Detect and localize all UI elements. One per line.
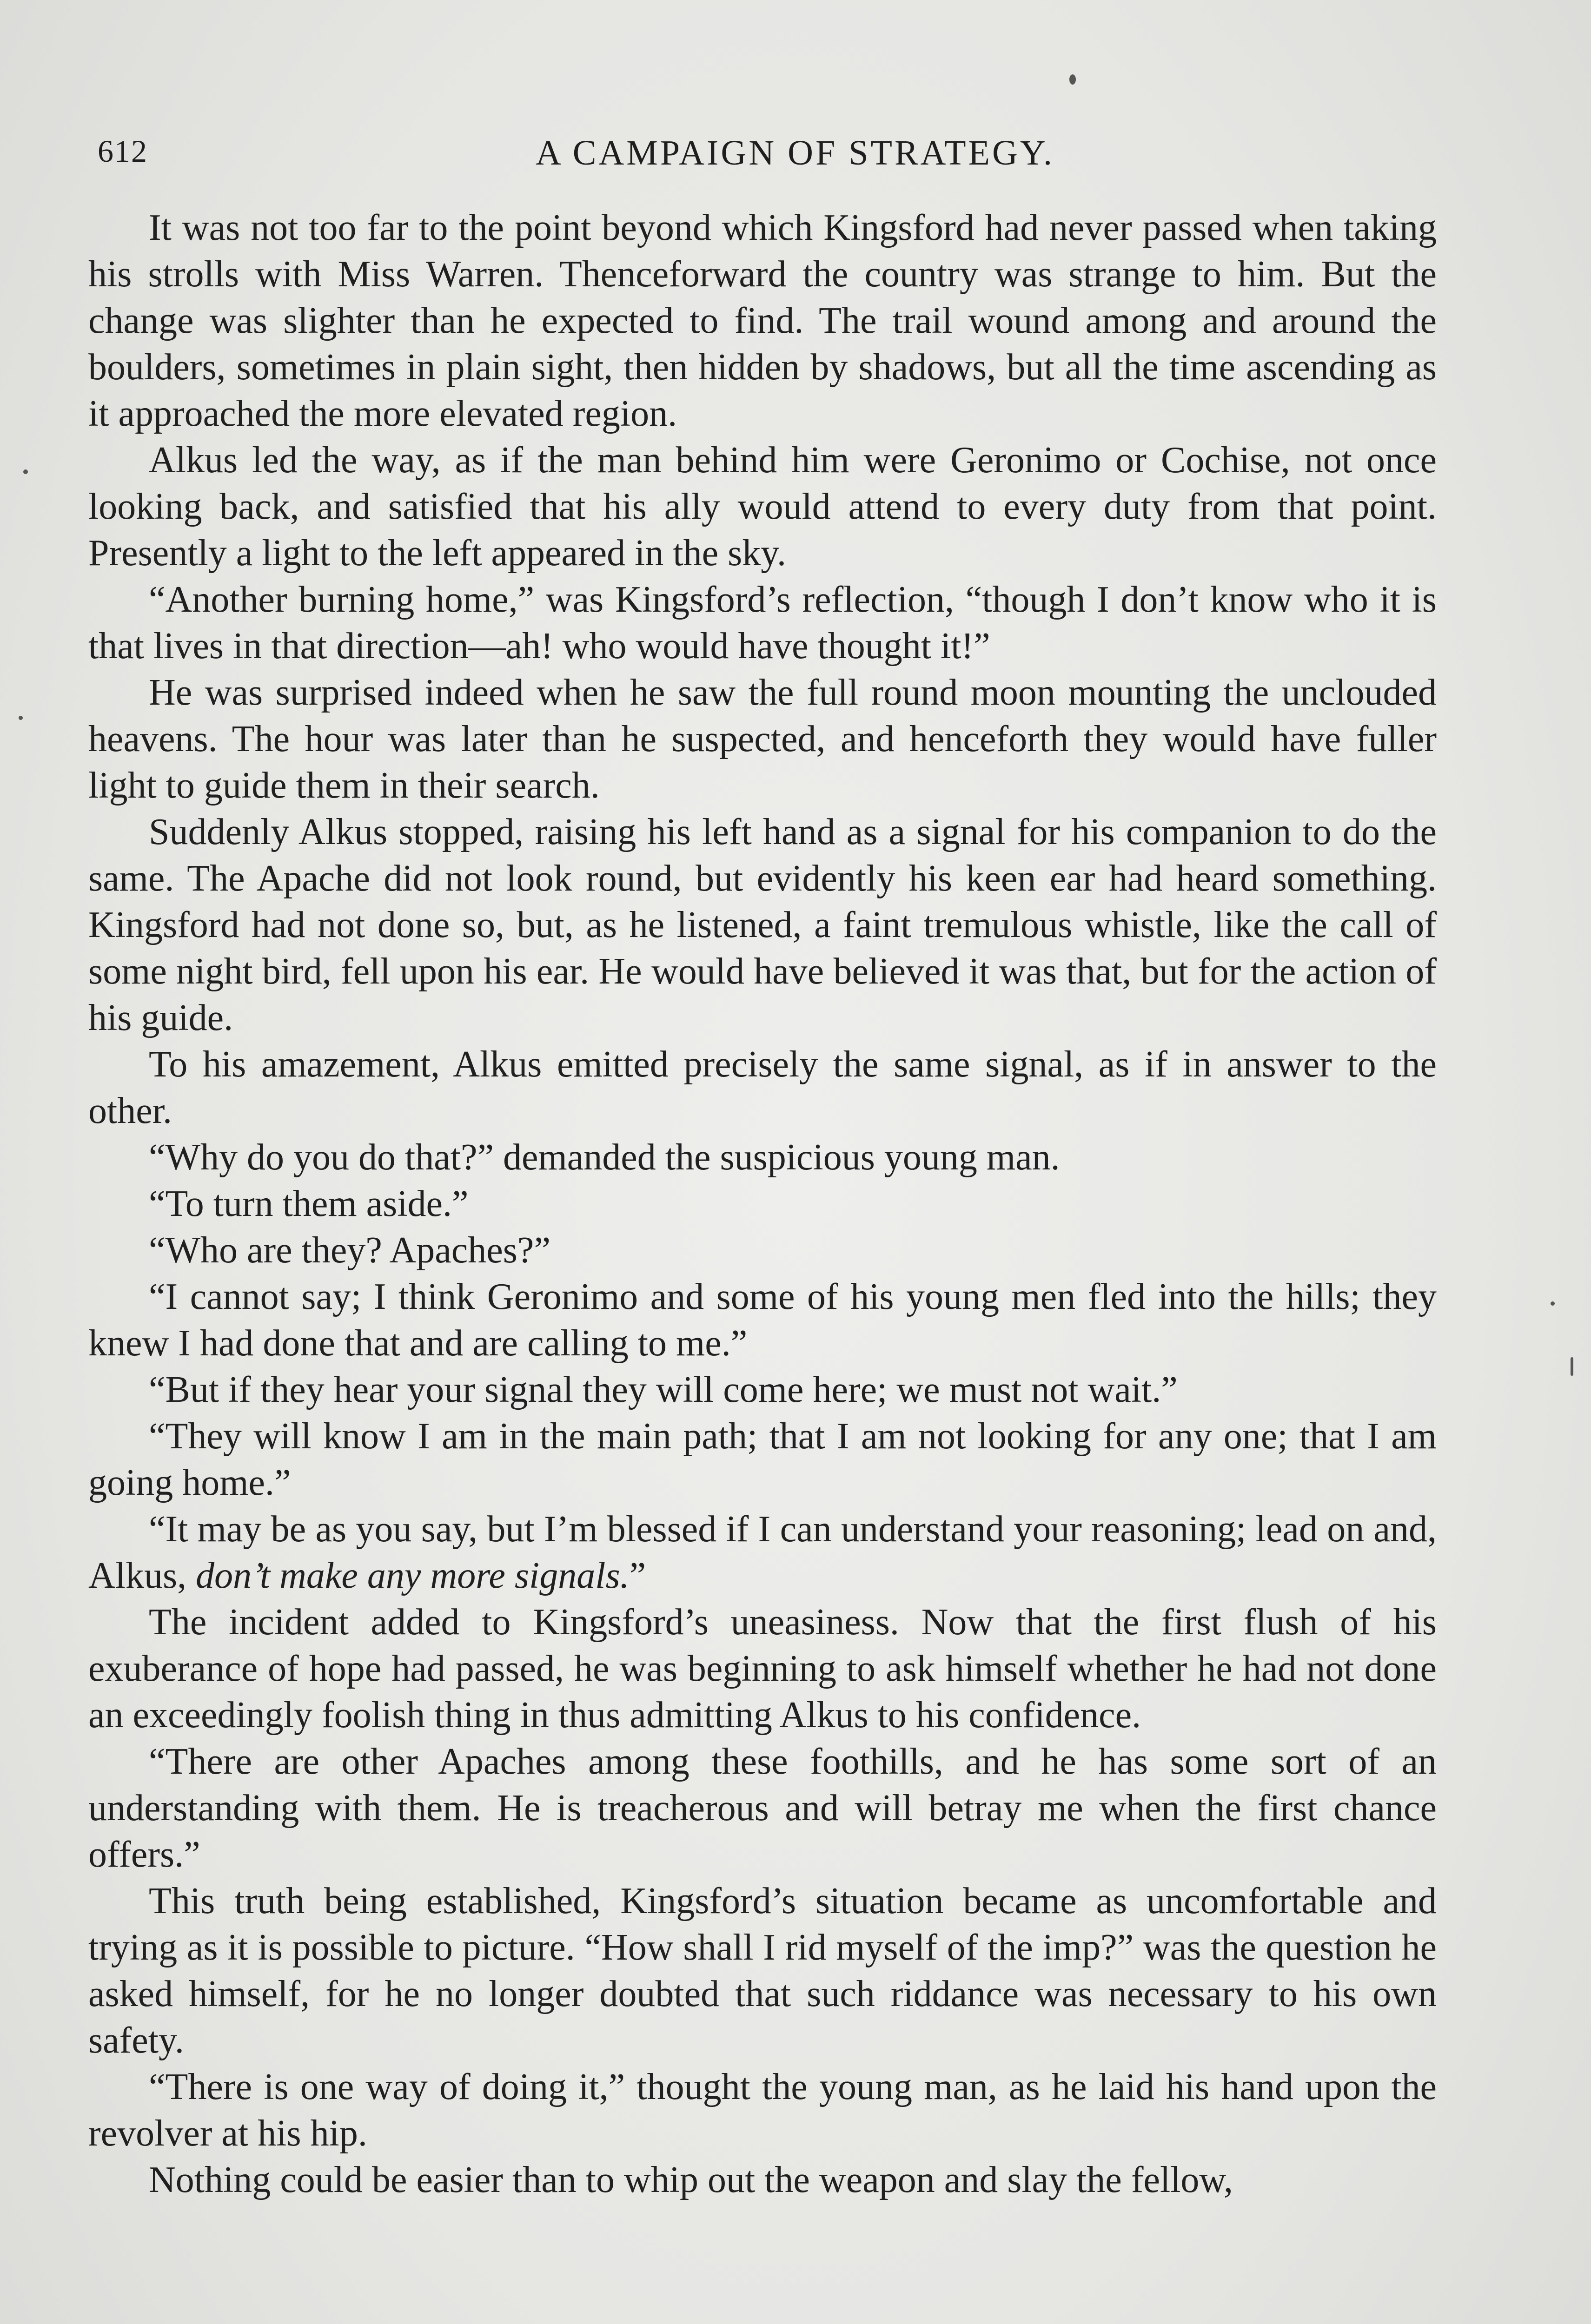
italic-text: don’t make any more signals. bbox=[196, 1555, 630, 1596]
paragraph: “To turn them aside.” bbox=[149, 1183, 469, 1224]
scan-speck bbox=[23, 469, 28, 474]
paragraph: To his amazement, Alkus emitted precisely the same signal, as if in answer to the other. bbox=[88, 1044, 1437, 1131]
page-number: 612 bbox=[98, 133, 148, 169]
paragraph: “They will know I am in the main path; that I am not looking for any one; that I am going home.” bbox=[88, 1416, 1437, 1503]
paragraph: Suddenly Alkus stopped, raising his left hand as a signal for his companion to do the same. The Apache did not look round, but evidently his keen ear had heard something. Kingsford had not done so, but, as he listened, a faint tremulous whistle, like the call of some night bird, fell upon his ear. He would have believed it was that, but for the action of his guide. bbox=[88, 812, 1437, 1038]
running-title: A CAMPAIGN OF STRATEGY. bbox=[536, 133, 1054, 172]
paragraph: Alkus led the way, as if the man behind him were Geronimo or Cochise, not once looking back, and satisfied that his ally would attend to every duty from that point. Presently a light to the left appeared in the sky. bbox=[88, 440, 1437, 574]
paragraph-text: ” bbox=[629, 1555, 646, 1596]
paragraph: “Why do you do that?” demanded the suspicious young man. bbox=[149, 1137, 1060, 1178]
paragraph: Nothing could be easier than to whip out the weapon and slay the fellow, bbox=[149, 2159, 1233, 2200]
scan-speck bbox=[19, 716, 23, 720]
paragraph: He was surprised indeed when he saw the full round moon mounting the unclouded heavens. The hour was later than he suspected, and henceforth they would have fuller light to guide them in their search. bbox=[88, 672, 1437, 806]
paragraph: “I cannot say; I think Geronimo and some of his young men fled into the hills; they knew I had done that and are calling to me.” bbox=[88, 1276, 1437, 1364]
paragraph-text: “It may be as you say, but I’m blessed if I can understand your reasoning; lead on and, Alkus, bbox=[88, 1509, 1437, 1596]
page-header bbox=[98, 125, 1492, 190]
paragraph: “There is one way of doing it,” thought the young man, as he laid his hand upon the revolver at his hip. bbox=[88, 2067, 1437, 2154]
paragraph: “There are other Apaches among these foothills, and he has some sort of an understanding with them. He is treacherous and will betray me when the first chance offers.” bbox=[88, 1741, 1437, 1875]
scan-speck bbox=[1551, 1301, 1555, 1306]
paragraph: “Another burning home,” was Kingsford’s reflection, “though I don’t know who it is that lives in that direction—ah! who would have thought it!” bbox=[88, 579, 1437, 667]
paragraph: “But if they hear your signal they will come here; we must not wait.” bbox=[149, 1369, 1178, 1410]
scan-speck bbox=[1571, 1357, 1573, 1376]
paragraph: It was not too far to the point beyond which Kingsford had never passed when taking his strolls with Miss Warren. Thenceforward the country was strange to him. But the change was slighter than he expected to find. The trail wound among and around the boulders, sometimes in plain sight, then hidden by shadows, but all the time ascending as it approached the more elevated region. bbox=[88, 207, 1437, 434]
body-text bbox=[88, 205, 1437, 2203]
paragraph: The incident added to Kingsford’s uneasiness. Now that the first flush of his exuberance of hope had passed, he was beginning to ask himself whether he had not done an exceedingly foolish thing in thus admitting Alkus to his confidence. bbox=[88, 1602, 1437, 1736]
paragraph bbox=[88, 1506, 1437, 1599]
paragraph: This truth being established, Kingsford’s situation became as uncomfortable and trying as it is possible to picture. “How shall I rid myself of the imp?” was the question he asked himself, for he no longer doubted that such riddance was necessary to his own safety. bbox=[88, 1881, 1437, 2061]
paragraph: “Who are they? Apaches?” bbox=[149, 1230, 550, 1271]
scan-speck bbox=[1069, 74, 1076, 85]
